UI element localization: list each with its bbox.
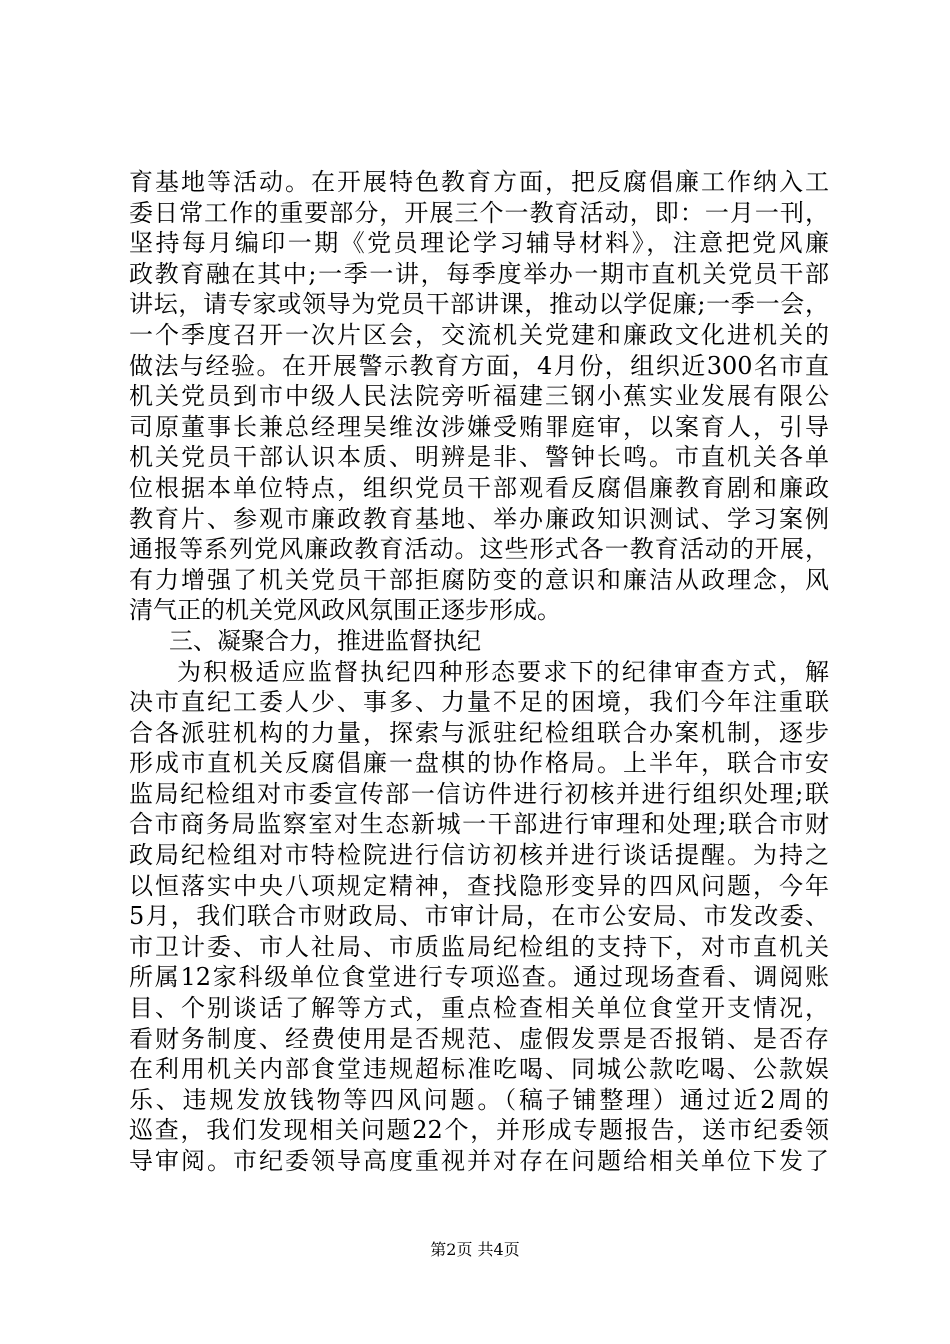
text-line: 做法与经验。在开展警示教育方面，4月份，组织近300名市直: [129, 351, 829, 380]
text-line: 为积极适应监督执纪四种形态要求下的纪律审查方式，解: [177, 657, 829, 686]
text-line: 一个季度召开一次片区会，交流机关党建和廉政文化进机关的: [129, 320, 829, 349]
text-line: 坚持每月编印一期《党员理论学习辅导材料》，注意把党风廉: [129, 229, 829, 258]
text-line: 合各派驻机构的力量，探索与派驻纪检组联合办案机制，逐步: [129, 718, 829, 747]
text-line: 所属12家科级单位食堂进行专项巡查。通过现场查看、调阅账: [129, 963, 829, 992]
text-line: 乐、违规发放钱物等四风问题。（稿子铺整理）通过近2周的: [129, 1085, 829, 1114]
text-line: 有力增强了机关党员干部拒腐防变的意识和廉洁从政理念，风: [129, 565, 829, 594]
text-line: 目、个别谈话了解等方式，重点检查相关单位食堂开支情况，: [129, 994, 829, 1023]
text-line: 政局纪检组对市特检院进行信访初核并进行谈话提醒。为持之: [129, 841, 829, 870]
text-line: 讲坛，请专家或领导为党员干部讲课，推动以学促廉;一季一会，: [129, 290, 829, 319]
page-number-footer: 第2页 共4页: [430, 1240, 520, 1259]
text-line: 合市商务局监察室对生态新城一干部进行审理和处理;联合市财: [129, 810, 829, 839]
text-line: 司原董事长兼总经理吴维汝涉嫌受贿罪庭审，以案育人，引导: [129, 412, 829, 441]
section-heading: 三、凝聚合力，推进监督执纪: [169, 626, 481, 655]
text-line: 教育片、参观市廉政教育基地、举办廉政知识测试、学习案例: [129, 504, 829, 533]
text-line: 5月，我们联合市财政局、市审计局，在市公安局、市发改委、: [129, 902, 829, 931]
text-line: 市卫计委、市人社局、市质监局纪检组的支持下，对市直机关: [129, 932, 829, 961]
text-line: 看财务制度、经费使用是否规范、虚假发票是否报销、是否存: [129, 1024, 829, 1053]
text-line: 位根据本单位特点，组织党员干部观看反腐倡廉教育剧和廉政: [129, 473, 829, 502]
text-line: 巡查，我们发现相关问题22个，并形成专题报告，送市纪委领: [129, 1116, 829, 1145]
text-line: 监局纪检组对市委宣传部一信访件进行初核并进行组织处理;联: [129, 779, 829, 808]
text-line: 以恒落实中央八项规定精神，查找隐形变异的四风问题，今年: [129, 871, 829, 900]
text-line: 决市直纪工委人少、事多、力量不足的困境，我们今年注重联: [129, 688, 829, 717]
text-line: 机关党员干部认识本质、明辨是非、警钟长鸣。市直机关各单: [129, 443, 829, 472]
text-line: 清气正的机关党风政风氛围正逐步形成。: [129, 596, 561, 625]
text-line: 导审阅。市纪委领导高度重视并对存在问题给相关单位下发了: [129, 1147, 829, 1175]
text-line: 育基地等活动。在开展特色教育方面，把反腐倡廉工作纳入工: [129, 168, 829, 196]
text-line: 机关党员到市中级人民法院旁听福建三钢小蕉实业发展有限公: [129, 382, 829, 411]
text-line: 委日常工作的重要部分，开展三个一教育活动，即：一月一刊，: [129, 198, 829, 227]
body-text: [129, 167, 829, 1177]
text-line: 通报等系列党风廉政教育活动。这些形式各一教育活动的开展，: [129, 535, 829, 564]
text-line: 政教育融在其中;一季一讲，每季度举办一期市直机关党员干部: [129, 259, 829, 288]
text-line: 形成市直机关反腐倡廉一盘棋的协作格局。上半年，联合市安: [129, 749, 829, 778]
text-line: 在利用机关内部食堂违规超标准吃喝、同城公款吃喝、公款娱: [129, 1055, 829, 1084]
